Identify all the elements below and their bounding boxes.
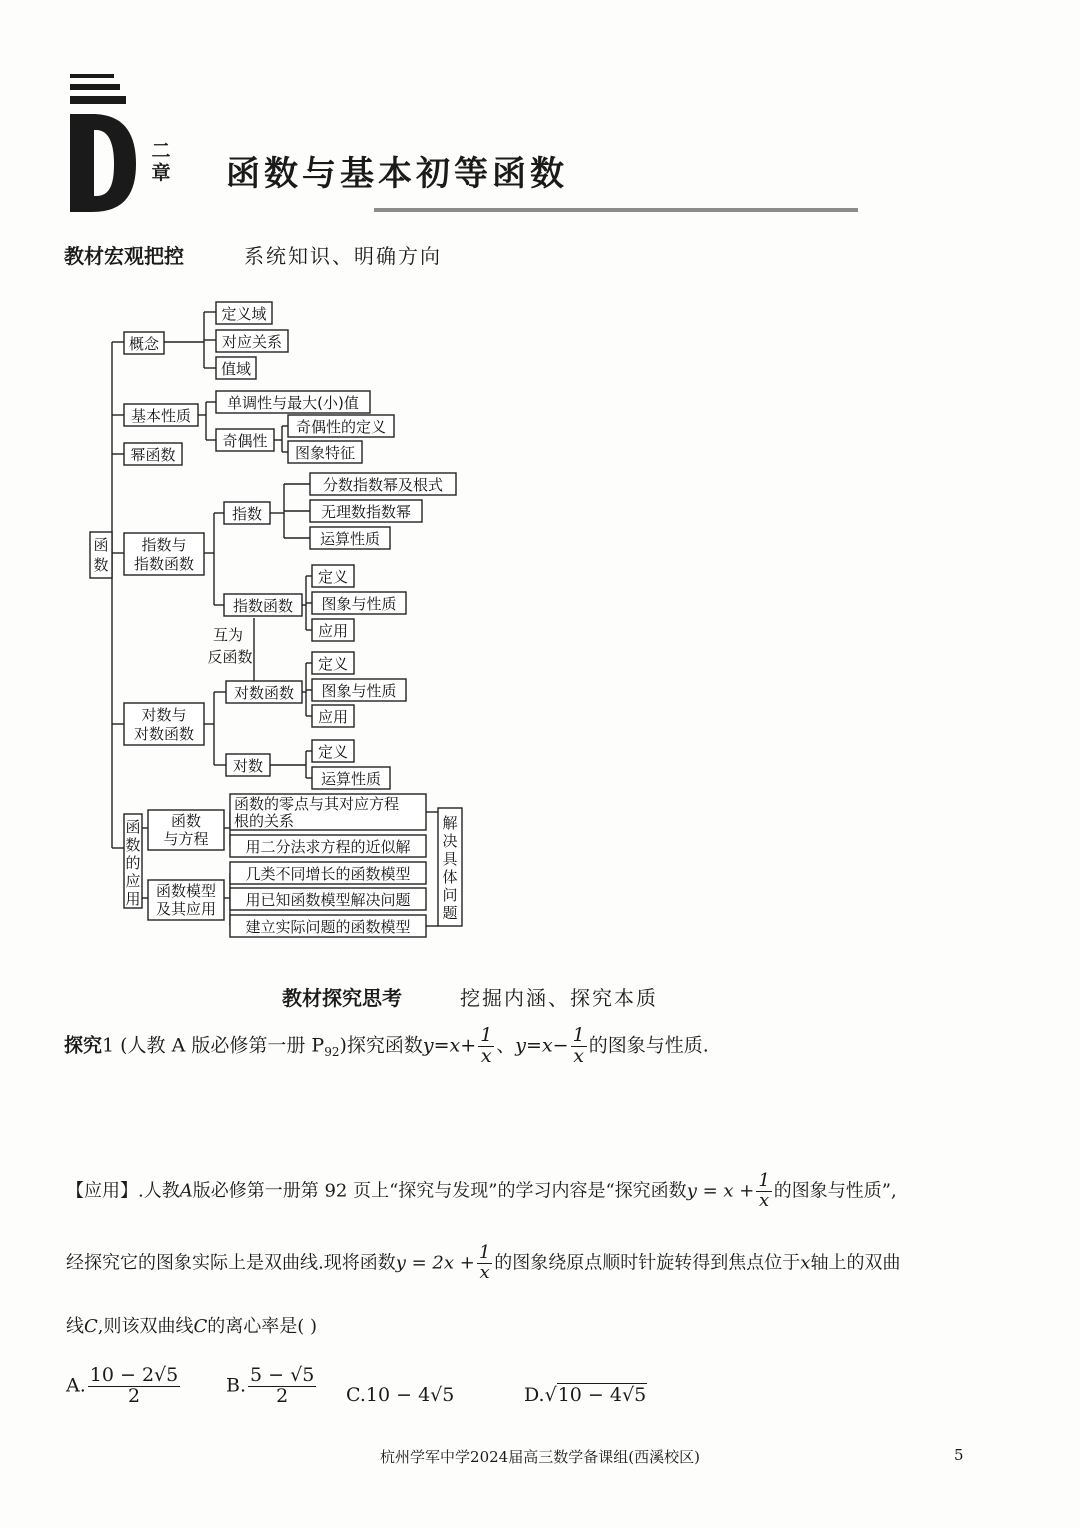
node-exp-group-line1: 指数与 <box>141 536 187 554</box>
header-rule <box>374 208 858 212</box>
node-model-group-line2: 及其应用 <box>155 900 217 918</box>
node-irrational-power-label: 无理数指数幂 <box>320 503 412 521</box>
node-zero-root-line1: 函数的零点与其对应方程 <box>234 795 400 813</box>
node-app-char3: 的 <box>125 854 141 872</box>
node-solve <box>438 808 462 926</box>
application-line-3: 线C,则该双曲线C的离心率是( ) <box>66 1316 318 1337</box>
node-solve-char5: 问 <box>442 886 458 904</box>
node-known-models-label: 用已知函数模型解决问题 <box>245 891 411 909</box>
node-exp-apply <box>312 619 354 641</box>
node-log-group-line1: 对数与 <box>141 706 187 724</box>
node-solve-char6: 题 <box>442 904 458 922</box>
application-line-2: 经探究它的图象实际上是双曲线.现将函数y = 2x + $\frac{1}{x}$ 的图象绕原点顺时针旋转得到焦点位于x轴上的双曲 <box>66 1242 901 1283</box>
node-domain-label: 定义域 <box>221 305 267 323</box>
option-a[interactable]: A. $\frac{10 - 2√5}{2}$ <box>66 1364 179 1407</box>
inquiry-frac1-den: x <box>480 1044 492 1067</box>
node-eq-group-line1: 函数 <box>170 812 202 830</box>
inquiry-text-a: )探究函数 <box>339 1034 423 1057</box>
node-log-operations <box>312 767 390 789</box>
node-build-models-label: 建立实际问题的函数模型 <box>245 918 411 936</box>
inquiry-1 <box>64 1026 709 1067</box>
page-number: 5 <box>954 1446 964 1464</box>
node-log-def2 <box>312 740 354 762</box>
node-exp-def <box>312 565 354 587</box>
inverse-label-line2: 反函数 <box>207 648 253 666</box>
node-zero-root <box>230 794 426 830</box>
node-app-group <box>124 814 142 908</box>
inquiry-frac2-num: 1 <box>572 1024 585 1046</box>
node-fraction-power-label: 分数指数幂及根式 <box>322 476 444 494</box>
node-concept <box>124 332 164 354</box>
node-log-operations-label: 运算性质 <box>320 770 382 788</box>
node-app-char1: 函 <box>125 818 141 836</box>
node-exp-group <box>124 533 204 575</box>
node-root <box>90 532 112 578</box>
node-exp-func-label: 指数函数 <box>232 597 294 615</box>
node-mapping <box>216 330 288 352</box>
node-exponent-label: 指数 <box>231 505 263 523</box>
knowledge-mindmap <box>0 290 520 950</box>
node-fraction-power <box>310 473 456 495</box>
inquiry-text-b: 的图象与性质. <box>588 1034 709 1057</box>
inquiry-source: 1 (人教 A 版必修第一册 P <box>102 1034 325 1057</box>
node-range-label: 值域 <box>220 360 252 378</box>
node-log-graph-label: 图象与性质 <box>321 682 397 700</box>
node-basic-props <box>124 404 198 426</box>
node-exp-apply-label: 应用 <box>317 622 349 640</box>
node-root-char1: 函 <box>93 536 109 554</box>
node-solve-char3: 具 <box>442 850 458 868</box>
section-title-inquiry: 教材探究思考 <box>282 986 402 1010</box>
node-logarithm-label: 对数 <box>232 757 264 775</box>
node-solve-char4: 体 <box>442 868 458 886</box>
node-parity-graph-label: 图象特征 <box>294 444 356 462</box>
inverse-label-line1: 互为 <box>212 626 244 644</box>
inquiry-func2: y=x− <box>515 1034 569 1057</box>
node-growth-models <box>230 862 426 884</box>
node-log-def <box>312 652 354 674</box>
node-range <box>216 357 256 379</box>
node-exp-graph-label: 图象与性质 <box>321 595 397 613</box>
node-exp-operations-label: 运算性质 <box>319 530 381 548</box>
node-exp-graph <box>312 592 406 614</box>
node-basic-props-label: 基本性质 <box>130 407 192 425</box>
chapter-title: 函数与基本初等函数 <box>226 154 568 194</box>
node-log-apply <box>312 705 354 727</box>
section-subtitle-overview: 系统知识、明确方向 <box>244 244 442 268</box>
node-app-char2: 数 <box>125 836 141 854</box>
inquiry-page: 92 <box>324 1045 340 1060</box>
inquiry-label: 探究 <box>64 1034 103 1057</box>
option-c[interactable]: C.10 − 4√5 <box>346 1384 455 1406</box>
section-subtitle-inquiry: 挖掘内涵、探究本质 <box>460 986 658 1010</box>
node-app-char4: 应 <box>125 872 141 890</box>
node-logarithm <box>226 754 270 776</box>
node-parity-def <box>288 415 394 437</box>
footer-text: 杭州学军中学2024届高三数学备课组(西溪校区) <box>380 1448 700 1466</box>
option-b[interactable]: B. $\frac{5 - √5}{2}$ <box>226 1364 315 1407</box>
node-parity-def-label: 奇偶性的定义 <box>295 418 387 436</box>
node-parity-label: 奇偶性 <box>222 432 268 450</box>
chapter-label: 二章 <box>151 140 171 184</box>
node-exp-group-line2: 指数函数 <box>133 555 195 573</box>
node-power-func-label: 幂函数 <box>130 446 176 464</box>
node-growth-models-label: 几类不同增长的函数模型 <box>245 865 411 883</box>
node-exponent <box>224 502 270 524</box>
chapter-number-logo <box>66 74 138 220</box>
node-eq-group <box>148 810 224 850</box>
node-log-graph <box>312 679 406 701</box>
node-monotonic-label: 单调性与最大(小)值 <box>227 394 359 412</box>
node-log-group <box>124 703 204 745</box>
node-log-func-label: 对数函数 <box>233 684 295 702</box>
node-model-group <box>148 880 224 920</box>
node-irrational-power <box>310 500 422 522</box>
node-app-char5: 用 <box>125 890 141 908</box>
node-bisection-label: 用二分法求方程的近似解 <box>245 838 411 856</box>
inquiry-frac2-den: x <box>573 1044 584 1067</box>
node-monotonic <box>216 391 370 413</box>
node-parity-graph <box>288 441 362 463</box>
option-d[interactable]: D.√10 − 4√5 <box>524 1384 647 1406</box>
node-log-group-line2: 对数函数 <box>133 725 195 743</box>
node-solve-char1: 解 <box>442 814 458 832</box>
node-bisection <box>230 835 426 857</box>
node-known-models <box>230 888 426 910</box>
node-build-models <box>230 915 426 937</box>
node-log-def2-label: 定义 <box>317 743 349 761</box>
application-line-1: 【应用】.人教A版必修第一册第 92 页上“探究与发现”的学习内容是“探究函数y = x + $\frac{1}{x}$ 的图象与性质”, <box>66 1170 897 1211</box>
node-parity <box>216 429 274 451</box>
section-title-overview: 教材宏观把控 <box>64 244 184 268</box>
node-model-group-line1: 函数模型 <box>155 882 217 900</box>
inquiry-frac1-num: 1 <box>480 1024 493 1046</box>
node-log-def-label: 定义 <box>317 655 349 673</box>
node-root-char2: 数 <box>93 556 109 574</box>
node-log-func <box>226 681 302 703</box>
inquiry-func1: y=x+ <box>422 1034 477 1057</box>
node-exp-def-label: 定义 <box>317 568 349 586</box>
node-power-func <box>124 443 182 465</box>
node-concept-label: 概念 <box>128 335 160 353</box>
node-solve-char2: 决 <box>442 832 458 850</box>
node-log-apply-label: 应用 <box>317 708 349 726</box>
node-domain <box>216 302 272 324</box>
node-eq-group-line2: 与方程 <box>163 830 209 848</box>
node-exp-operations <box>310 527 390 549</box>
node-mapping-label: 对应关系 <box>221 333 283 351</box>
inquiry-sep: 、 <box>496 1034 516 1057</box>
node-zero-root-line2: 根的关系 <box>234 812 295 830</box>
node-exp-func <box>224 594 302 616</box>
